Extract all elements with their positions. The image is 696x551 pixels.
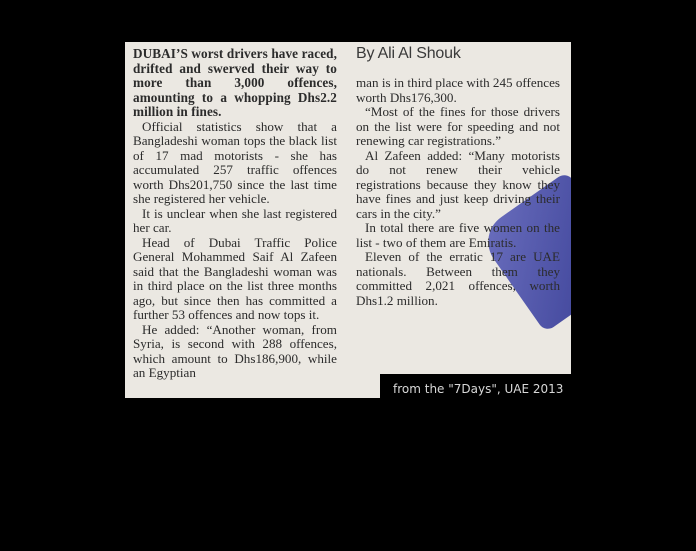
paragraph: It is unclear when she last registered her car.: [133, 205, 337, 235]
byline: By Ali Al Shouk: [356, 45, 461, 62]
newspaper-clipping: [125, 42, 571, 398]
paragraph: He added: “Another woman, from Syria, is second with 288 offences, which amount to Dhs186,900, while an Egyptian: [133, 321, 337, 380]
paragraph: Eleven of the erratic 17 are UAE nationals. Between them they committed 2,021 offences, worth Dhs1.2 million.: [356, 249, 560, 308]
paragraph: Head of Dubai Traffic Police General Mohammed Saif Al Zafeen said that the Bangladeshi woman was in third place on the list three months ago, but since then has committed a further 53 offences and now tops it.: [133, 234, 337, 322]
right-column: [356, 76, 560, 308]
paragraph: In total there are five women on the list - two of them are Emiratis.: [356, 220, 560, 250]
paragraph: Al Zafeen added: “Many motorists do not renew their vehicle registrations because they know they have fines and just keep driving their cars in the city.”: [356, 147, 560, 221]
left-column: [133, 47, 337, 381]
paragraph: “Most of the fines for those drivers on the list were for speeding and not renewing car registrations.”: [356, 104, 560, 148]
paragraph: man is in third place with 245 offences worth Dhs176,300.: [356, 75, 560, 105]
paragraph: Official statistics show that a Bangladeshi woman tops the black list of 17 mad motorists - she has accumulated 257 traffic offences worth Dhs201,750 since the last time she registered her vehicle.: [133, 118, 337, 206]
source-caption: from the "7Days", UAE 2013: [393, 382, 564, 396]
lead-paragraph: DUBAI’S worst drivers have raced, drifted and swerved their way to more than 3,000 offences, amounting to a whopping Dhs2.2 million in fines.: [133, 46, 337, 119]
